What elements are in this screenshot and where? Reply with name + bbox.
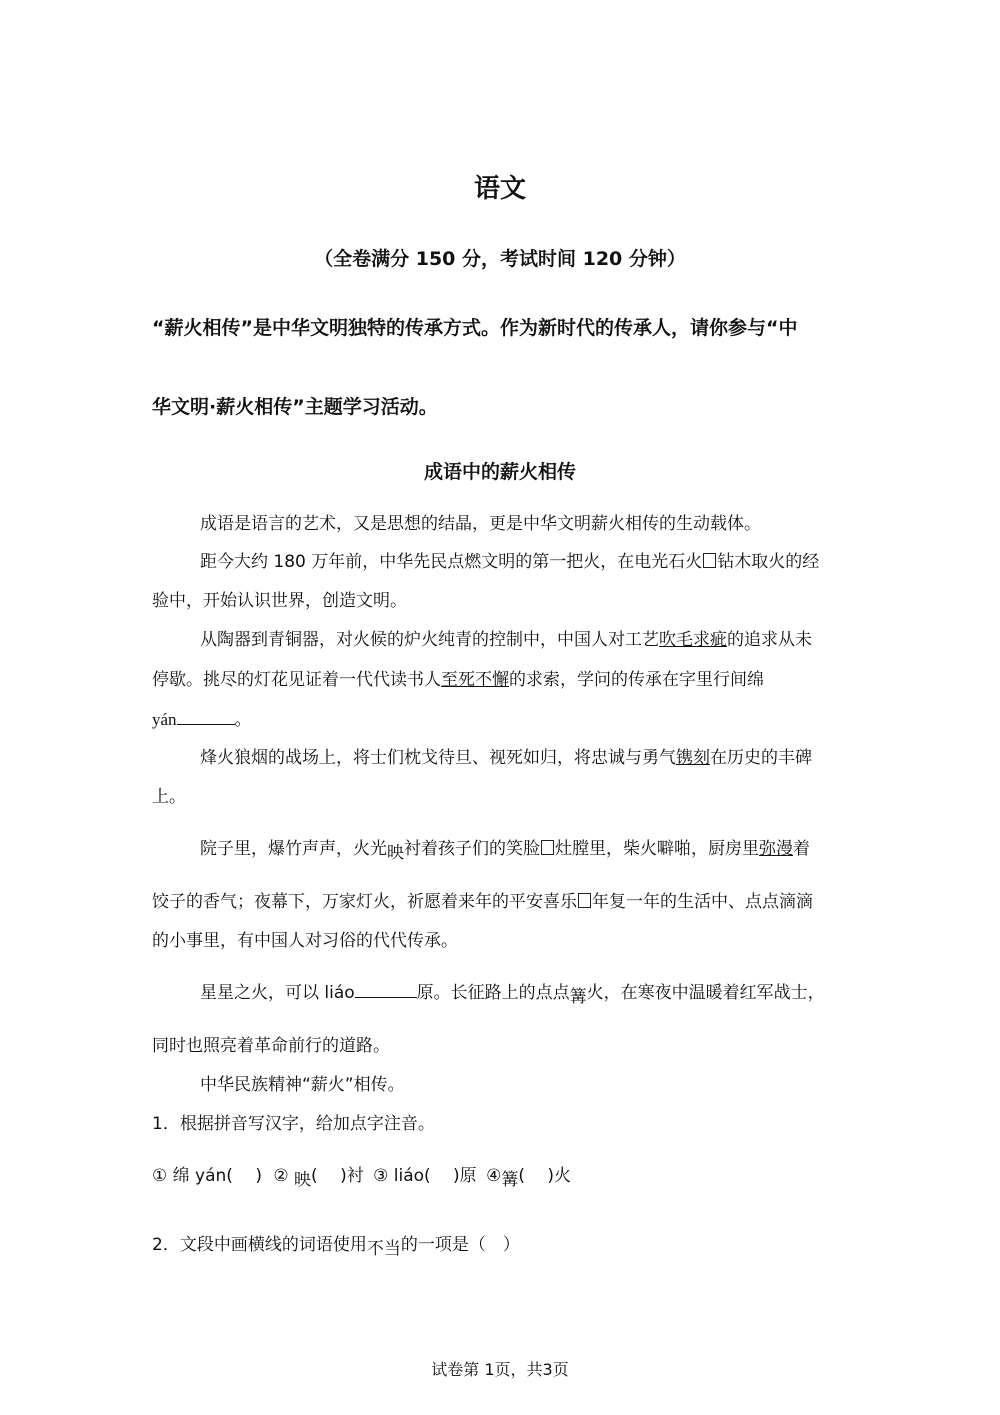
dotted-character: 不当 <box>366 1239 401 1259</box>
answer-blank <box>355 983 417 998</box>
text-span: 距今大约 180 万年前，中华先民点燃文明的第一把火，在电光石火 <box>200 552 703 572</box>
paragraph-6-line-2: 同时也照亮着革命前行的道路。 <box>152 1036 390 1056</box>
text-span: 衬着孩子们的笑脸 <box>404 839 540 859</box>
page-title: 语文 <box>473 174 526 204</box>
paragraph-2-line-1 <box>200 551 819 573</box>
text-span: 的求索，学问的传承在字里行间绵 <box>509 670 764 690</box>
paragraph-5-line-1 <box>200 838 810 864</box>
section-title: 成语中的薪火相传 <box>423 461 576 483</box>
text-span: 停歇。挑尽的灯花见证着一代代读书人 <box>152 670 441 690</box>
text-span: 在历史的丰碑 <box>710 748 812 768</box>
text-span: 星星之火，可以 liáo <box>200 983 355 1003</box>
paragraph-6-line-1 <box>200 982 825 1008</box>
text-span: 2．文段中画横线的词语使用 <box>152 1235 367 1255</box>
underlined-word: 镌刻 <box>676 748 710 768</box>
paragraph-3-line-3 <box>152 709 252 731</box>
dotted-character: 篝 <box>569 987 587 1007</box>
text-span: 灶膛里，柴火噼啪，厨房里 <box>555 839 759 859</box>
question-2 <box>152 1234 520 1260</box>
text-span: 烽火狼烟的战场上，将士们枕戈待旦、视死如归，将忠诚与勇气 <box>200 748 676 768</box>
paragraph-5-line-2 <box>152 891 813 913</box>
option-2: ② <box>273 1166 295 1186</box>
question-1: 1．根据拼音写汉字，给加点字注音。 <box>152 1114 435 1134</box>
text-span: 饺子的香气；夜幕下，万家灯火，祈愿着来年的平安喜乐 <box>152 892 577 912</box>
missing-punctuation-box <box>703 553 716 568</box>
text-span: 院子里，爆竹声声，火光 <box>200 839 387 859</box>
option-4: ④ <box>486 1166 502 1186</box>
option-3: ③ liáo( )原 <box>373 1166 477 1186</box>
dotted-character: 篝 <box>501 1170 519 1190</box>
text-span: 火，在寒夜中温暖着红军战士， <box>586 983 825 1003</box>
underlined-word: 至死不懈 <box>441 670 509 690</box>
option-4-tail: ( )火 <box>518 1166 572 1186</box>
intro-line-2: 华文明·薪火相传”主题学习活动。 <box>152 396 438 418</box>
paragraph-5-line-3: 的小事里，有中国人对习俗的代代传承。 <box>152 931 458 951</box>
underlined-word: 弥漫 <box>759 839 793 859</box>
text-span: 的一项是（ ） <box>400 1235 520 1255</box>
missing-punctuation-box <box>578 893 591 908</box>
pinyin-text: yán <box>152 710 177 729</box>
text-span: 原。长征路上的点点 <box>416 983 570 1003</box>
page-footer: 试卷第 1页，共3页 <box>431 1360 569 1379</box>
text-span: 。 <box>234 710 252 730</box>
dotted-character: 映 <box>387 843 404 863</box>
option-1: ① 绵 yán( ) <box>152 1166 262 1186</box>
paragraph-7: 中华民族精神“薪火”相传。 <box>200 1075 405 1095</box>
paragraph-2-line-2: 验中，开始认识世界，创造文明。 <box>152 591 407 611</box>
exam-info: （全卷满分 150 分，考试时间 120 分钟） <box>314 248 686 270</box>
question-1-options <box>152 1165 571 1191</box>
text-span: 钻木取火的经 <box>717 552 820 572</box>
text-span: 年复一年的生活中、点点滴滴 <box>592 892 813 912</box>
underlined-word: 吹毛求疵 <box>659 630 727 650</box>
text-span: 的追求从未 <box>727 630 812 650</box>
paragraph-1: 成语是语言的艺术，又是思想的结晶，更是中华文明薪火相传的生动载体。 <box>200 514 761 534</box>
text-span: 从陶器到青铜器，对火候的炉火纯青的控制中，中国人对工艺 <box>200 630 659 650</box>
dotted-character: 映 <box>294 1170 312 1190</box>
missing-punctuation-box <box>541 840 554 855</box>
intro-line-1: “薪火相传”是中华文明独特的传承方式。作为新时代的传承人，请你参与“中 <box>152 317 798 339</box>
text-span: 着 <box>793 839 810 859</box>
paragraph-3-line-1 <box>200 629 812 651</box>
answer-blank <box>177 710 235 725</box>
paragraph-3-line-2 <box>152 669 764 691</box>
option-2-tail: ( )衬 <box>311 1166 364 1186</box>
paragraph-4-line-2: 上。 <box>152 787 186 807</box>
paragraph-4-line-1 <box>200 747 812 769</box>
